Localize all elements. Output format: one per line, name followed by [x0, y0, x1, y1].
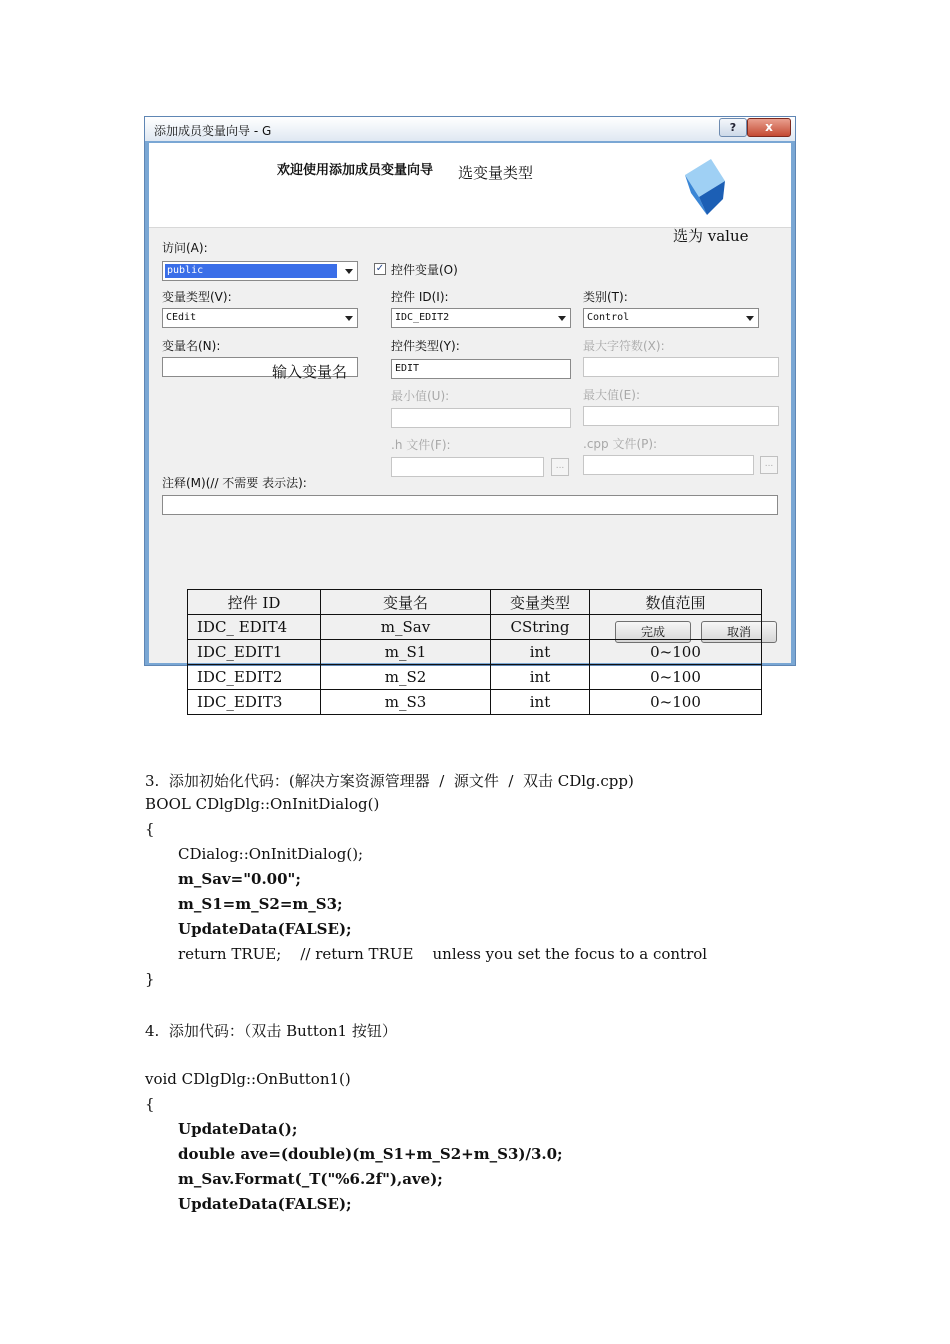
step3-heading: 3. 添加初始化代码：(解决方案资源管理器 / 源文件 / 双击 CDlg.cpp) [145, 772, 634, 790]
finish-button[interactable]: 完成 [615, 621, 691, 643]
chevron-down-icon [345, 316, 353, 321]
table-cell: IDC_ EDIT4 [188, 615, 321, 640]
max-value-label: 最大值(E): [583, 388, 640, 402]
dialog-client-area [149, 143, 791, 663]
code-line: m_S1=m_S2=m_S3; [178, 895, 343, 913]
chevron-down-icon [746, 316, 754, 321]
column-header: 数值范围 [590, 590, 762, 615]
annotation-select-value: 选为 value [673, 227, 749, 245]
category-value: Control [587, 312, 630, 323]
table-cell: 0~100 [590, 690, 762, 715]
code-line: } [145, 970, 155, 988]
comment-input[interactable] [162, 495, 778, 515]
control-type-value: EDIT [395, 363, 420, 374]
h-file-label: .h 文件(F): [391, 438, 451, 452]
code-line: BOOL CDlgDlg::OnInitDialog() [145, 795, 380, 813]
h-file-browse-button[interactable]: ... [551, 458, 569, 476]
control-id-label: 控件 ID(I): [391, 290, 449, 304]
control-variable-label: 控件变量(O) [391, 263, 458, 277]
table-cell: m_S3 [321, 690, 491, 715]
table-cell: IDC_EDIT1 [188, 640, 321, 665]
control-id-value: IDC_EDIT2 [395, 312, 450, 323]
annotation-enter-name: 输入变量名 [272, 363, 348, 381]
code-line: CDialog::OnInitDialog(); [178, 845, 364, 863]
wizard-header-title: 欢迎使用添加成员变量向导 [277, 163, 434, 178]
table-cell: int [491, 640, 590, 665]
table-cell: m_S1 [321, 640, 491, 665]
cpp-file-browse-button[interactable]: ... [760, 456, 778, 474]
access-label: 访问(A): [162, 241, 208, 255]
chevron-down-icon [558, 316, 566, 321]
table-cell: m_S2 [321, 665, 491, 690]
table-cell: CString [491, 615, 590, 640]
table-cell: IDC_EDIT2 [188, 665, 321, 690]
table-cell [590, 615, 762, 640]
code-line: { [145, 820, 155, 838]
h-file-input[interactable] [391, 457, 544, 477]
access-value: public [167, 265, 204, 276]
code-line: UpdateData(FALSE); [178, 920, 352, 938]
wizard-cube-icon [671, 153, 737, 219]
cancel-button[interactable]: 取消 [701, 621, 777, 643]
table-cell: m_Sav [321, 615, 491, 640]
category-combo[interactable] [583, 308, 759, 328]
wizard-header [149, 143, 791, 228]
min-value-input[interactable] [391, 408, 571, 428]
max-chars-input[interactable] [583, 357, 779, 377]
table-cell: int [491, 665, 590, 690]
category-label: 类别(T): [583, 290, 628, 304]
variable-type-combo[interactable] [162, 308, 358, 328]
column-header: 变量名 [321, 590, 491, 615]
variables-table [187, 589, 762, 715]
table-cell: 0~100 [590, 665, 762, 690]
max-chars-label: 最大字符数(X): [583, 339, 665, 353]
cpp-file-label: .cpp 文件(P): [583, 437, 658, 451]
code-line: double ave=(double)(m_S1+m_S2+m_S3)/3.0; [178, 1145, 563, 1163]
min-value-label: 最小值(U): [391, 389, 450, 403]
add-member-variable-dialog [144, 116, 796, 666]
code-line: void CDlgDlg::OnButton1() [145, 1070, 351, 1088]
table-cell: int [491, 690, 590, 715]
close-button[interactable]: x [747, 118, 791, 137]
cpp-file-input[interactable] [583, 455, 754, 475]
comment-label: 注释(M)(// 不需要 表示法): [162, 476, 307, 490]
code-line: m_Sav="0.00"; [178, 870, 301, 888]
annotation-select-type: 选变量类型 [458, 164, 534, 182]
max-value-input[interactable] [583, 406, 779, 426]
control-type-label: 控件类型(Y): [391, 339, 460, 353]
control-variable-checkbox[interactable]: ✓ [375, 263, 385, 274]
table-row [188, 665, 762, 690]
variable-type-label: 变量类型(V): [162, 290, 232, 304]
code-line: UpdateData(FALSE); [178, 1195, 352, 1213]
step4-heading: 4. 添加代码：（双击 Button1 按钮） [145, 1022, 397, 1040]
column-header: 变量类型 [491, 590, 590, 615]
table-cell: IDC_EDIT3 [188, 690, 321, 715]
control-type-input[interactable] [391, 359, 571, 379]
code-line: { [145, 1095, 155, 1113]
access-combo[interactable] [162, 261, 358, 281]
table-row [188, 690, 762, 715]
dialog-title: 添加成员变量向导 - G [154, 124, 272, 138]
table-row [188, 640, 762, 665]
variable-type-value: CEdit [166, 312, 197, 323]
table-header-row [188, 590, 762, 615]
help-button[interactable]: ? [719, 118, 747, 137]
control-id-combo[interactable] [391, 308, 571, 328]
table-row [188, 615, 762, 640]
variable-name-label: 变量名(N): [162, 339, 221, 353]
code-line: m_Sav.Format(_T("%6.2f"),ave); [178, 1170, 443, 1188]
table-cell: 0~100 [590, 640, 762, 665]
code-line: UpdateData(); [178, 1120, 298, 1138]
chevron-down-icon [345, 269, 353, 274]
code-line: return TRUE; // return TRUE unless you set the focus to a control [178, 945, 708, 963]
column-header: 控件 ID [188, 590, 321, 615]
dialog-titlebar [145, 117, 795, 141]
